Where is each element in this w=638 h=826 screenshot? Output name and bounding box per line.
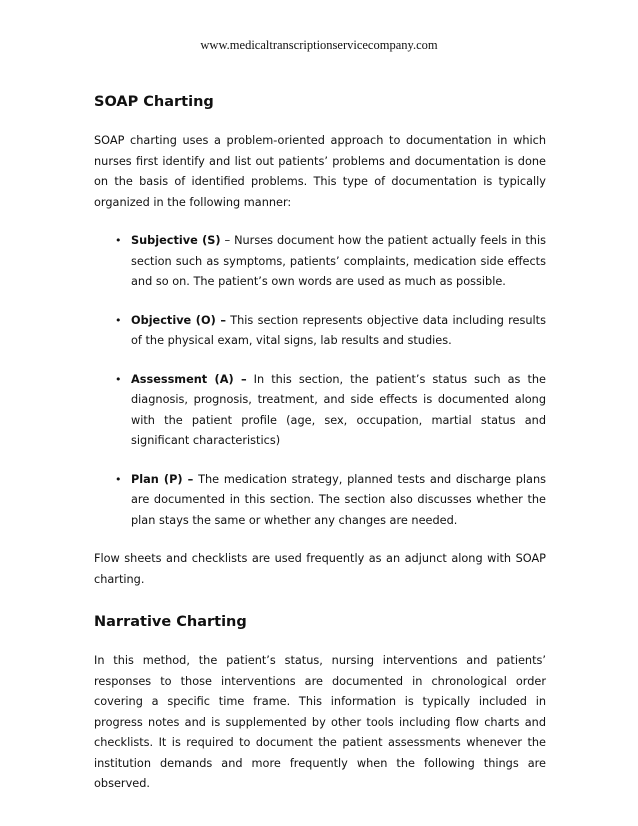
- term-plan: Plan (P) –: [131, 472, 194, 486]
- bullet-icon: •: [115, 234, 122, 247]
- item-text: Nurses document how the patient actually feels in this section such as symptoms, patients’ complaints, medication side effects and so on. The patient’s own words are used as much as possible.: [131, 234, 546, 288]
- item-text: This section represents objective data including results of the physical exam, vital signs, lab results and studies.: [131, 313, 546, 347]
- item-text: In this section, the patient’s status such as the diagnosis, prognosis, treatment, and side effects is documented along with the patient profile (age, sex, occupation, martial status and significant characteristics): [131, 372, 546, 447]
- item-text: The medication strategy, planned tests and discharge plans are documented in this section. The section also discusses whether the plan stays the same or whether any changes are needed.: [131, 472, 547, 527]
- soap-heading: SOAP Charting: [94, 94, 214, 110]
- term-objective: Objective (O) –: [131, 313, 226, 327]
- term-subjective: Subjective (S): [131, 234, 221, 247]
- narrative-heading: Narrative Charting: [94, 614, 247, 630]
- term-assessment: Assessment (A) –: [131, 372, 247, 386]
- soap-list: [94, 231, 546, 531]
- narrative-intro-paragraph: In this method, the patient’s status, nursing interventions and patients’ responses to those interventions are documented in chronological order covering a specific time frame. This information is typically included in progress notes and is supplemented by other tools including flow charts and checklists. It is required to document the patient assessments whenever the institution demands and more frequently when the following things are observed.: [94, 654, 546, 790]
- bullet-icon: •: [115, 313, 122, 327]
- document-body: [94, 92, 546, 795]
- soap-outro-paragraph: Flow sheets and checklists are used frequently as an adjunct along with SOAP charting.: [94, 552, 546, 586]
- list-item-plan: [94, 470, 546, 532]
- bullet-icon: •: [115, 472, 122, 486]
- separator: –: [220, 234, 235, 247]
- list-item-assessment: [94, 370, 546, 452]
- separator: [247, 373, 254, 386]
- list-item-objective: [94, 311, 546, 352]
- header-url: www.medicaltranscriptionservicecompany.com: [200, 38, 438, 52]
- soap-intro-paragraph: SOAP charting uses a problem-oriented approach to documentation in which nurses first identify and list out patients’ problems and documentation is done on the basis of identified problems. This type of documentation is typically organized in the following manner:: [94, 134, 546, 209]
- bullet-icon: •: [115, 372, 122, 386]
- list-item-subjective: [94, 231, 546, 293]
